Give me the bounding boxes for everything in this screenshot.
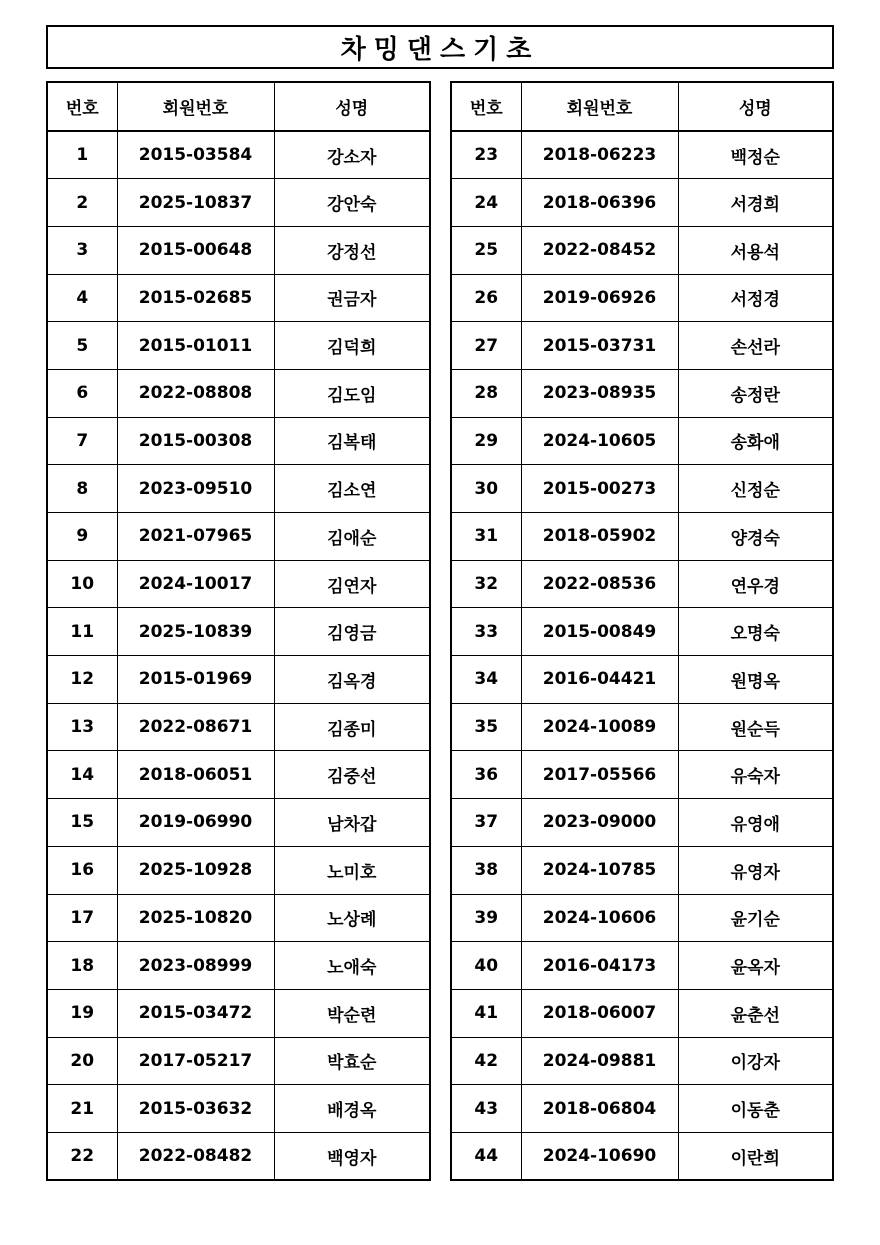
table-row	[47, 799, 430, 847]
cell-name: 이강자	[678, 1037, 833, 1085]
cell-member-id: 2025-10928	[117, 846, 274, 894]
table-row	[47, 417, 430, 465]
cell-name: 유영자	[678, 846, 833, 894]
cell-name: 이란희	[678, 1132, 833, 1180]
header-name: 성명	[678, 82, 833, 131]
cell-no: 40	[451, 942, 521, 990]
cell-name: 남차갑	[274, 799, 430, 847]
cell-name: 백정순	[678, 131, 833, 179]
cell-member-id: 2022-08452	[521, 226, 678, 274]
table-row	[451, 465, 833, 513]
cell-no: 24	[451, 179, 521, 227]
cell-no: 17	[47, 894, 117, 942]
cell-no: 38	[451, 846, 521, 894]
table-row	[451, 131, 833, 179]
cell-name: 원명옥	[678, 656, 833, 704]
header-member-id: 회원번호	[117, 82, 274, 131]
cell-name: 김영금	[274, 608, 430, 656]
table-row	[451, 1085, 833, 1133]
cell-name: 노미호	[274, 846, 430, 894]
cell-no: 5	[47, 322, 117, 370]
cell-member-id: 2024-10017	[117, 560, 274, 608]
cell-no: 8	[47, 465, 117, 513]
cell-no: 36	[451, 751, 521, 799]
cell-no: 6	[47, 369, 117, 417]
cell-name: 박순련	[274, 989, 430, 1037]
cell-member-id: 2015-03632	[117, 1085, 274, 1133]
cell-member-id: 2016-04173	[521, 942, 678, 990]
table-row	[47, 1132, 430, 1180]
cell-member-id: 2015-03472	[117, 989, 274, 1037]
cell-name: 김중선	[274, 751, 430, 799]
cell-member-id: 2015-00308	[117, 417, 274, 465]
table-row	[47, 179, 430, 227]
cell-name: 노상례	[274, 894, 430, 942]
cell-member-id: 2025-10837	[117, 179, 274, 227]
table-row	[451, 322, 833, 370]
cell-member-id: 2018-06051	[117, 751, 274, 799]
cell-name: 손선라	[678, 322, 833, 370]
page-title: 차밍댄스기초	[340, 34, 540, 65]
cell-member-id: 2015-03731	[521, 322, 678, 370]
cell-name: 김애순	[274, 513, 430, 561]
table-row	[451, 751, 833, 799]
cell-no: 23	[451, 131, 521, 179]
cell-member-id: 2015-00648	[117, 226, 274, 274]
cell-name: 오명숙	[678, 608, 833, 656]
cell-no: 1	[47, 131, 117, 179]
cell-no: 27	[451, 322, 521, 370]
table-row	[47, 1037, 430, 1085]
cell-member-id: 2018-06223	[521, 131, 678, 179]
cell-member-id: 2018-05902	[521, 513, 678, 561]
cell-name: 양경숙	[678, 513, 833, 561]
cell-name: 강안숙	[274, 179, 430, 227]
table-row	[451, 369, 833, 417]
table-row	[47, 465, 430, 513]
cell-name: 강정선	[274, 226, 430, 274]
table-row	[451, 989, 833, 1037]
cell-no: 10	[47, 560, 117, 608]
cell-no: 3	[47, 226, 117, 274]
cell-member-id: 2015-01969	[117, 656, 274, 704]
cell-no: 14	[47, 751, 117, 799]
roster-body-left	[47, 131, 430, 1180]
table-row	[47, 656, 430, 704]
cell-member-id: 2018-06804	[521, 1085, 678, 1133]
cell-no: 31	[451, 513, 521, 561]
cell-name: 윤춘선	[678, 989, 833, 1037]
cell-no: 7	[47, 417, 117, 465]
cell-name: 유영애	[678, 799, 833, 847]
table-row	[451, 703, 833, 751]
table-row	[451, 226, 833, 274]
table-row	[451, 608, 833, 656]
cell-no: 20	[47, 1037, 117, 1085]
table-row	[451, 417, 833, 465]
cell-name: 이동춘	[678, 1085, 833, 1133]
cell-no: 21	[47, 1085, 117, 1133]
roster-table-right	[450, 81, 834, 1181]
cell-name: 박효순	[274, 1037, 430, 1085]
cell-member-id: 2015-02685	[117, 274, 274, 322]
cell-no: 11	[47, 608, 117, 656]
cell-name: 서용석	[678, 226, 833, 274]
cell-name: 윤기순	[678, 894, 833, 942]
cell-member-id: 2022-08671	[117, 703, 274, 751]
cell-member-id: 2019-06926	[521, 274, 678, 322]
cell-member-id: 2024-10605	[521, 417, 678, 465]
cell-member-id: 2022-08808	[117, 369, 274, 417]
cell-no: 41	[451, 989, 521, 1037]
table-row	[47, 131, 430, 179]
cell-no: 39	[451, 894, 521, 942]
cell-member-id: 2015-03584	[117, 131, 274, 179]
roster-table-left	[46, 81, 431, 1181]
roster-body-right	[451, 131, 833, 1180]
table-row	[451, 513, 833, 561]
cell-member-id: 2018-06396	[521, 179, 678, 227]
table-row	[47, 989, 430, 1037]
table-row	[47, 369, 430, 417]
table-row	[47, 322, 430, 370]
cell-name: 윤옥자	[678, 942, 833, 990]
cell-no: 43	[451, 1085, 521, 1133]
cell-no: 19	[47, 989, 117, 1037]
cell-name: 신정순	[678, 465, 833, 513]
cell-member-id: 2023-09510	[117, 465, 274, 513]
cell-name: 권금자	[274, 274, 430, 322]
cell-no: 35	[451, 703, 521, 751]
cell-name: 송정란	[678, 369, 833, 417]
table-row	[451, 894, 833, 942]
cell-member-id: 2017-05217	[117, 1037, 274, 1085]
cell-no: 25	[451, 226, 521, 274]
cell-name: 서정경	[678, 274, 833, 322]
cell-no: 33	[451, 608, 521, 656]
cell-no: 34	[451, 656, 521, 704]
cell-no: 2	[47, 179, 117, 227]
cell-member-id: 2015-00849	[521, 608, 678, 656]
table-row	[47, 513, 430, 561]
cell-name: 김복태	[274, 417, 430, 465]
table-row	[451, 799, 833, 847]
cell-name: 노애숙	[274, 942, 430, 990]
cell-name: 서경희	[678, 179, 833, 227]
cell-no: 16	[47, 846, 117, 894]
table-row	[451, 846, 833, 894]
header-row	[47, 82, 430, 131]
cell-name: 김덕희	[274, 322, 430, 370]
table-row	[47, 942, 430, 990]
cell-name: 김소연	[274, 465, 430, 513]
table-row	[451, 656, 833, 704]
cell-no: 12	[47, 656, 117, 704]
table-row	[47, 560, 430, 608]
table-row	[451, 1037, 833, 1085]
cell-no: 37	[451, 799, 521, 847]
table-row	[451, 274, 833, 322]
table-row	[451, 942, 833, 990]
table-row	[47, 608, 430, 656]
cell-member-id: 2022-08536	[521, 560, 678, 608]
table-row	[47, 1085, 430, 1133]
cell-member-id: 2015-00273	[521, 465, 678, 513]
cell-name: 김옥경	[274, 656, 430, 704]
cell-name: 김종미	[274, 703, 430, 751]
table-row	[451, 1132, 833, 1180]
cell-name: 김도임	[274, 369, 430, 417]
cell-member-id: 2024-10690	[521, 1132, 678, 1180]
header-row	[451, 82, 833, 131]
table-row	[47, 226, 430, 274]
cell-no: 22	[47, 1132, 117, 1180]
table-row	[47, 751, 430, 799]
table-row	[451, 179, 833, 227]
cell-member-id: 2022-08482	[117, 1132, 274, 1180]
cell-no: 15	[47, 799, 117, 847]
cell-name: 배경옥	[274, 1085, 430, 1133]
header-name: 성명	[274, 82, 430, 131]
cell-no: 13	[47, 703, 117, 751]
cell-member-id: 2017-05566	[521, 751, 678, 799]
cell-name: 강소자	[274, 131, 430, 179]
cell-member-id: 2016-04421	[521, 656, 678, 704]
cell-no: 26	[451, 274, 521, 322]
cell-name: 김연자	[274, 560, 430, 608]
cell-no: 28	[451, 369, 521, 417]
cell-name: 유숙자	[678, 751, 833, 799]
cell-member-id: 2023-09000	[521, 799, 678, 847]
cell-name: 원순득	[678, 703, 833, 751]
cell-name: 연우경	[678, 560, 833, 608]
cell-no: 18	[47, 942, 117, 990]
cell-member-id: 2019-06990	[117, 799, 274, 847]
cell-member-id: 2024-10785	[521, 846, 678, 894]
cell-no: 4	[47, 274, 117, 322]
cell-member-id: 2025-10820	[117, 894, 274, 942]
table-row	[47, 846, 430, 894]
header-member-id: 회원번호	[521, 82, 678, 131]
table-row	[47, 703, 430, 751]
cell-no: 30	[451, 465, 521, 513]
header-no: 번호	[451, 82, 521, 131]
cell-member-id: 2023-08935	[521, 369, 678, 417]
header-no: 번호	[47, 82, 117, 131]
cell-member-id: 2024-09881	[521, 1037, 678, 1085]
table-row	[47, 274, 430, 322]
cell-member-id: 2015-01011	[117, 322, 274, 370]
cell-no: 9	[47, 513, 117, 561]
cell-member-id: 2018-06007	[521, 989, 678, 1037]
cell-no: 29	[451, 417, 521, 465]
table-row	[47, 894, 430, 942]
cell-member-id: 2024-10089	[521, 703, 678, 751]
cell-member-id: 2021-07965	[117, 513, 274, 561]
cell-member-id: 2025-10839	[117, 608, 274, 656]
cell-no: 32	[451, 560, 521, 608]
cell-no: 44	[451, 1132, 521, 1180]
cell-no: 42	[451, 1037, 521, 1085]
cell-name: 송화애	[678, 417, 833, 465]
cell-member-id: 2023-08999	[117, 942, 274, 990]
page-title-box	[46, 25, 834, 69]
table-row	[451, 560, 833, 608]
cell-name: 백영자	[274, 1132, 430, 1180]
cell-member-id: 2024-10606	[521, 894, 678, 942]
